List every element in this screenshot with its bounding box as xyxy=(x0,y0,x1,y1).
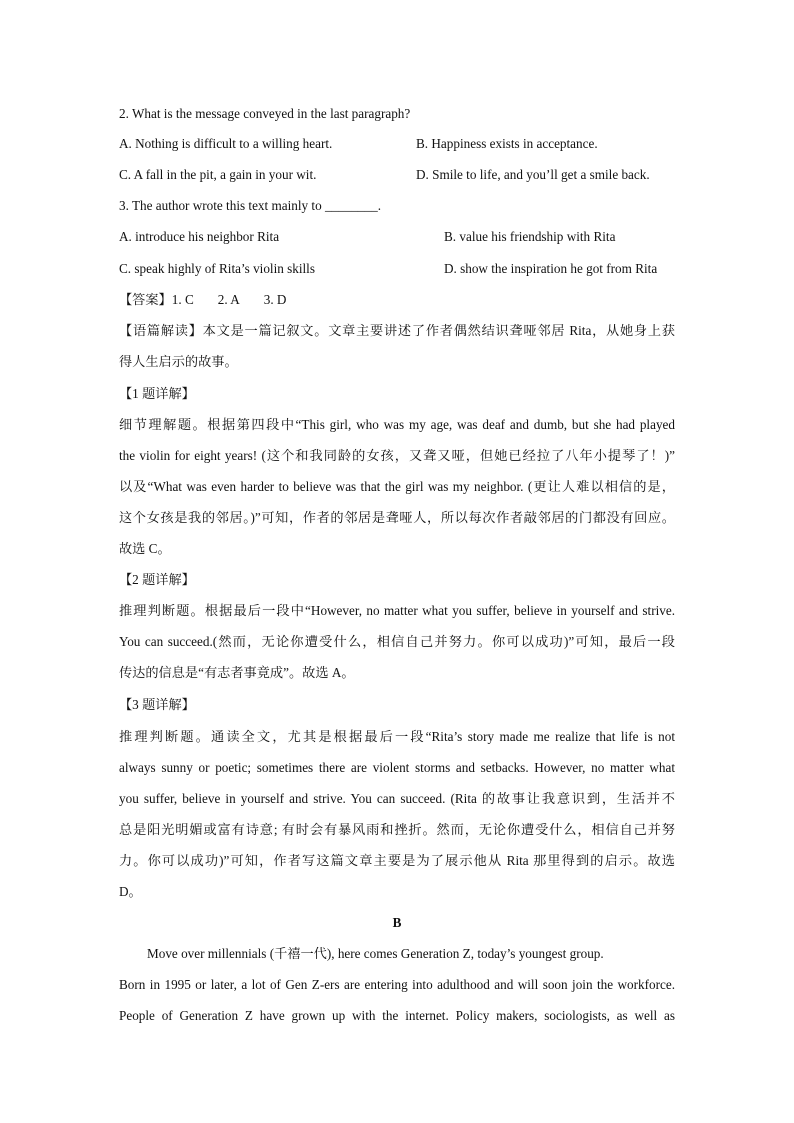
detail-2-line-3: 传达的信息是“有志者事竟成”。故选 A。 xyxy=(119,665,355,680)
answer-line xyxy=(119,290,675,310)
answer-item-2: 2. A xyxy=(217,292,240,307)
detail-1-line-2: the violin for eight years! (这个和我同龄的女孩，又聋又哑，但她已经拉了八年小提琴了！)” xyxy=(119,448,675,463)
question-3-option-a: A. introduce his neighbor Rita xyxy=(119,229,280,244)
answer-label: 【答案】 xyxy=(119,292,172,307)
reading-line-2: 得人生启示的故事。 xyxy=(119,354,238,369)
question-3-option-c: C. speak highly of Rita’s violin skills xyxy=(119,261,315,276)
question-3-option-b: B. value his friendship with Rita xyxy=(444,229,616,244)
detail-1-line-4: 这个女孩是我的邻居。)”可知，作者的邻居是聋哑人，所以每次作者敲邻居的门都没有回应。 xyxy=(119,510,675,525)
detail-3-line-3: you suffer, believe in yourself and strive. You can succeed. (Rita 的故事让我意识到，生活并不 xyxy=(119,791,675,806)
detail-1-line-1: 细节理解题。根据第四段中“This girl, who was my age, was deaf and dumb, but she had played xyxy=(119,417,675,432)
answer-item-1: 1. C xyxy=(171,292,194,307)
question-2-stem: 2. What is the message conveyed in the last paragraph? xyxy=(119,106,411,121)
question-2-option-d: D. Smile to life, and you’ll get a smile back. xyxy=(416,167,650,182)
detail-3-line-5: 力。你可以成功)”可知，作者写这篇文章主要是为了展示他从 Rita 那里得到的启示。故选 xyxy=(119,853,675,868)
detail-3-line-6: D。 xyxy=(119,884,142,899)
detail-2-heading: 【2 题详解】 xyxy=(119,572,195,587)
detail-3-heading: 【3 题详解】 xyxy=(119,697,195,712)
question-3-stem: 3. The author wrote this text mainly to ________. xyxy=(119,198,382,213)
passage-b-title: B xyxy=(392,915,402,930)
question-2-option-a: A. Nothing is difficult to a willing heart. xyxy=(119,136,333,151)
detail-1-line-5: 故选 C。 xyxy=(119,541,171,556)
question-2-option-c: C. A fall in the pit, a gain in your wit. xyxy=(119,167,317,182)
detail-3-line-2: always sunny or poetic; sometimes there are violent storms and setbacks. However, no matter what xyxy=(119,760,675,775)
detail-3-line-4: 总是阳光明媚或富有诗意; 有时会有暴风雨和挫折。然而，无论你遭受什么，相信自己并努 xyxy=(119,822,675,837)
passage-b-line-3: People of Generation Z have grown up with the internet. Policy makers, sociologists, as well as xyxy=(119,1008,675,1023)
detail-1-heading: 【1 题详解】 xyxy=(119,386,195,401)
reading-line-1: 【语篇解读】本文是一篇记叙文。文章主要讲述了作者偶然结识聋哑邻居 Rita，从她身上获 xyxy=(119,323,675,338)
detail-3-line-1: 推理判断题。通读全文，尤其是根据最后一段“Rita’s story made me realize that life is not xyxy=(119,729,675,744)
detail-2-line-1: 推理判断题。根据最后一段中“However, no matter what you suffer, believe in yourself and strive. xyxy=(119,603,675,618)
answer-item-3: 3. D xyxy=(263,292,287,307)
detail-1-line-3: 以及“What was even harder to believe was that the girl was my neighbor. (更让人难以相信的是， xyxy=(119,479,675,494)
question-2-option-b: B. Happiness exists in acceptance. xyxy=(416,136,598,151)
question-3-option-d: D. show the inspiration he got from Rita xyxy=(444,261,658,276)
detail-2-line-2: You can succeed.(然而，无论你遭受什么，相信自己并努力。你可以成功)”可知，最后一段 xyxy=(119,634,675,649)
passage-b-line-2: Born in 1995 or later, a lot of Gen Z-ers are entering into adulthood and will soon join the workforce. xyxy=(119,977,675,992)
passage-b-line-1: Move over millennials (千禧一代), here comes Generation Z, today’s youngest group. xyxy=(147,946,604,961)
